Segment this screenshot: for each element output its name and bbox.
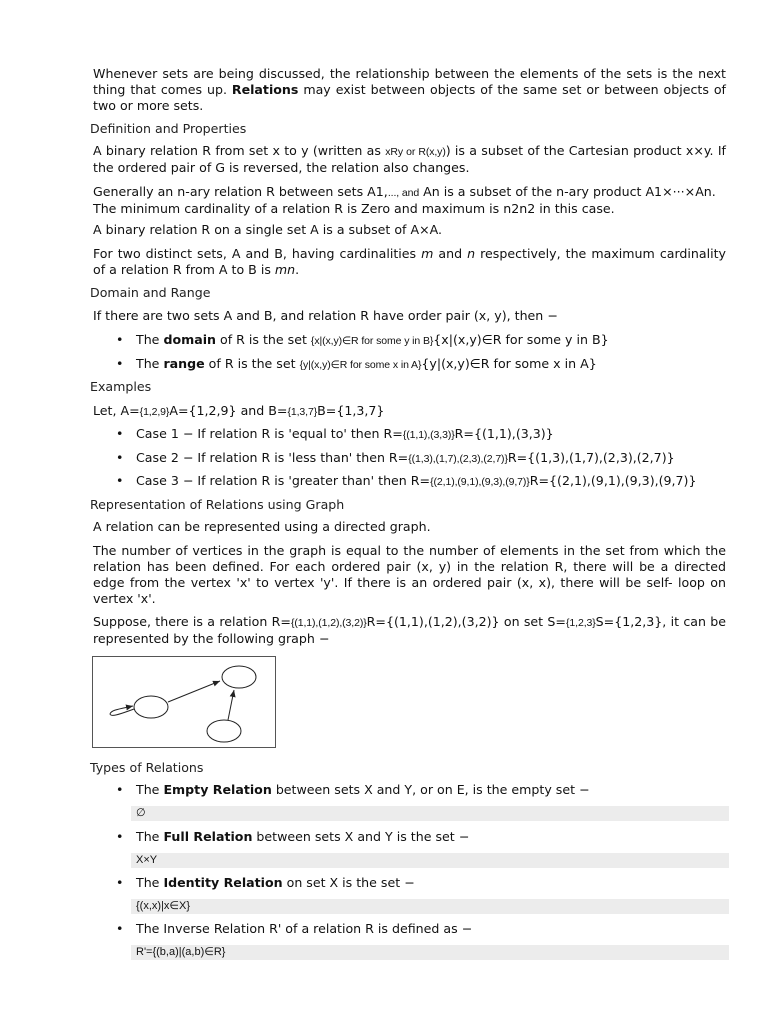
list-item-identity-relation: • The Identity Relation on set X is the set − <box>116 875 415 890</box>
edge-self-loop-1 <box>110 706 134 715</box>
list-item-range: • The range of R is the set {y|(x,y)∈R for some x in A}{y|(x,y)∈R for some x in A} <box>116 356 597 371</box>
intro-paragraph: Whenever sets are being discussed, the relationship between the elements of the sets is the next thing that comes up. Relations may exist between objects of the same set or between objects of two or more sets. <box>93 66 726 113</box>
graph-paragraph-2: The number of vertices in the graph is equal to the number of elements in the set from which the relation has been defined. For each ordered pair (x, y) in the relation R, there will be a directed edge from the vertex 'x' to vertex 'y'. If there is an ordered pair (x, x), there will be self- loop on vertex 'x'. <box>93 543 726 606</box>
relation-graph-figure <box>92 656 276 748</box>
heading-definition: Definition and Properties <box>90 121 247 136</box>
list-item-case-2: • Case 2 − If relation R is 'less than' then R={(1,3),(1,7),(2,3),(2,7)}R={(1,3),(1,7),(2,3),(2,7)} <box>116 450 675 465</box>
heading-examples: Examples <box>90 379 152 394</box>
list-item-full-relation: • The Full Relation between sets X and Y is the set − <box>116 829 470 844</box>
vertex-2 <box>222 666 256 688</box>
code-inverse-relation: R'={(b,a)|(a,b)∈R} <box>131 945 729 960</box>
list-item-inverse-relation: • The Inverse Relation R' of a relation R is defined as − <box>116 921 473 936</box>
code-full-relation: X×Y <box>131 853 729 868</box>
heading-graph-representation: Representation of Relations using Graph <box>90 497 345 512</box>
graph-paragraph-3: Suppose, there is a relation R={(1,1),(1,2),(3,2)}R={(1,1),(1,2),(3,2)} on set S={1,2,3}S={1,2,3}, it can be represented by the following graph − <box>93 614 727 646</box>
list-item-empty-relation: • The Empty Relation between sets X and Y, or on E, is the empty set − <box>116 782 590 797</box>
vertex-3 <box>207 720 241 742</box>
graph-paragraph-1: A relation can be represented using a directed graph. <box>93 519 431 534</box>
definition-paragraph-4: For two distinct sets, A and B, having cardinalities m and n respectively, the maximum cardinality of a relation R from A to B is mn. <box>93 246 726 277</box>
heading-domain-range: Domain and Range <box>90 285 211 300</box>
definition-paragraph-2: Generally an n-ary relation R between sets A1,..., and An is a subset of the n-ary product A1×···×An. The minimum cardinality of a relation R is Zero and maximum is n2n2 in this case. <box>93 184 716 216</box>
edge-1-to-2 <box>168 681 220 702</box>
code-empty-relation: ∅ <box>131 806 729 821</box>
code-identity-relation: {(x,x)|x∈X} <box>131 899 729 914</box>
edge-3-to-2 <box>228 690 234 720</box>
domain-range-intro: If there are two sets A and B, and relation R have order pair (x, y), then − <box>93 308 558 323</box>
definition-paragraph-1: A binary relation R from set x to y (written as xRy or R(x,y)) is a subset of the Cartesian product x×y. If the ordered pair of G is reversed, the relation also changes. <box>93 143 726 175</box>
examples-let: Let, A={1,2,9}A={1,2,9} and B={1,3,7}B={1,3,7} <box>93 403 385 418</box>
definition-paragraph-3: A binary relation R on a single set A is a subset of A×A. <box>93 222 443 237</box>
list-item-case-1: • Case 1 − If relation R is 'equal to' then R={(1,1),(3,3)}R={(1,1),(3,3)} <box>116 426 554 441</box>
vertex-1 <box>134 696 168 718</box>
list-item-domain: • The domain of R is the set {x|(x,y)∈R for some y in B}{x|(x,y)∈R for some y in B} <box>116 332 609 347</box>
relation-graph <box>93 657 275 747</box>
list-item-case-3: • Case 3 − If relation R is 'greater than' then R={(2,1),(9,1),(9,3),(9,7)}R={(2,1),(9,1),(9,3),(9,7)} <box>116 473 697 488</box>
heading-types-of-relations: Types of Relations <box>90 760 204 775</box>
